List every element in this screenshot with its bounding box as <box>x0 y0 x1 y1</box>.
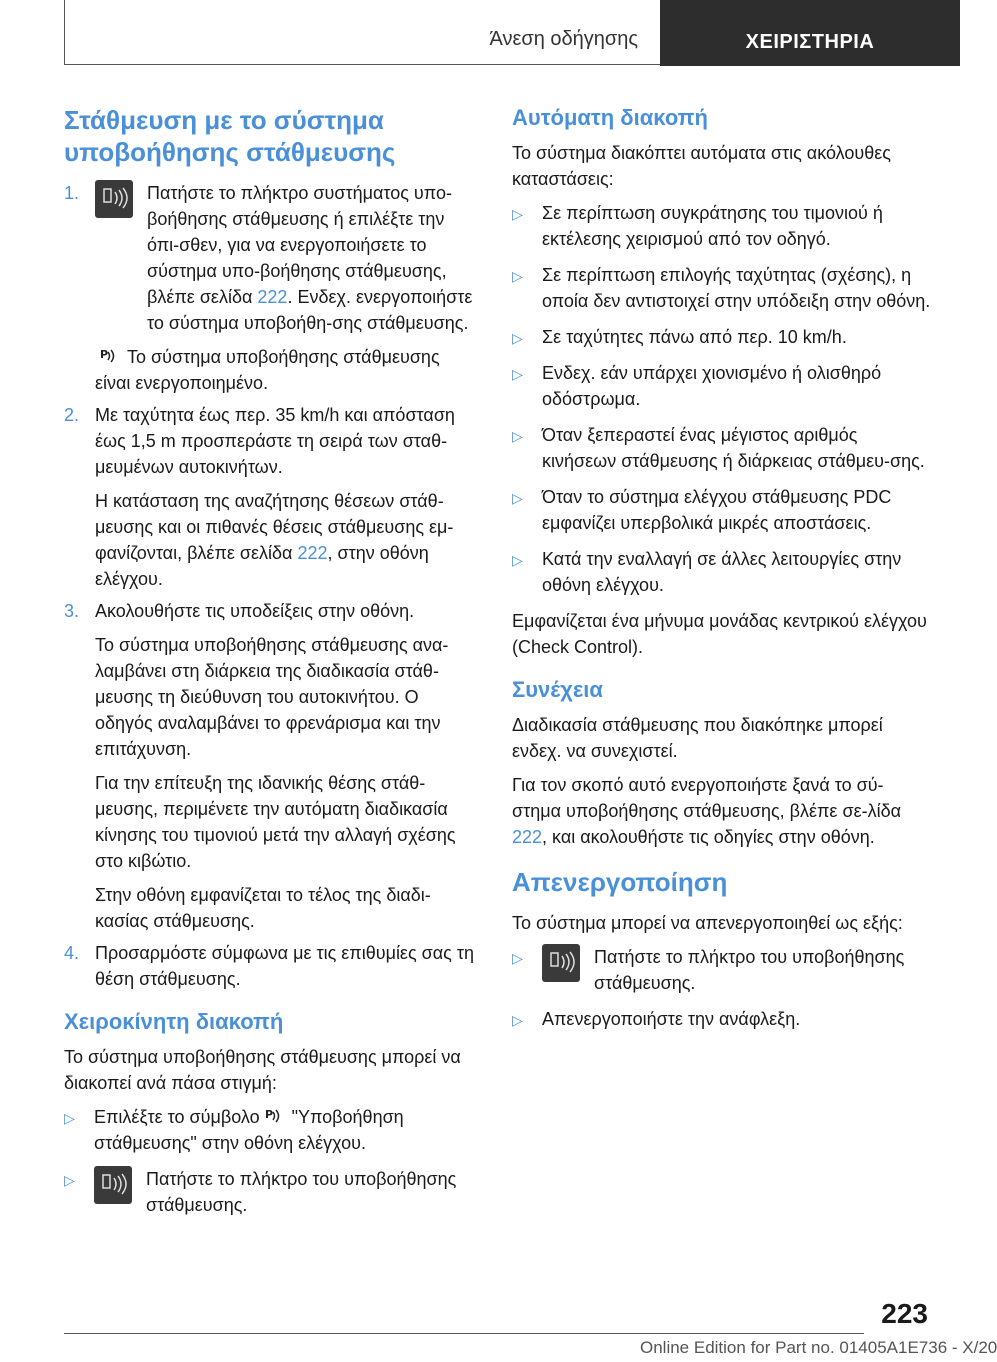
step-row <box>95 180 476 336</box>
list-item: ▷ Απενεργοποιήστε την ανάφλεξη. <box>512 1006 932 1032</box>
header-divider <box>64 0 65 64</box>
list-item: ▷ Σε ταχύτητες πάνω από περ. 10 km/h. <box>512 324 932 350</box>
deactivation-section <box>512 866 932 1032</box>
list-item: ▷ Ενδεχ. εάν υπάρχει χιονισμένο ή ολισθηρό οδόστρωμα. <box>512 363 882 409</box>
step-number: 4. <box>64 943 80 963</box>
step-text: Με ταχύτητα έως περ. 35 km/h και απόσταση έως 1,5 m προσπεράστε τη σειρά των σταθ-μευμένων αυτοκινήτων. <box>95 405 455 477</box>
section-title: Άνεση οδήγησης <box>489 28 638 50</box>
page-link[interactable]: 222 <box>297 543 328 563</box>
step-4 <box>64 940 476 992</box>
chapter-tab: ΧΕΙΡΙΣΤΗΡΙΑ <box>660 0 960 66</box>
deact-intro: Το σύστημα μπορεί να απενεργοποιηθεί ως εξής: <box>512 913 903 933</box>
right-column <box>512 104 932 1042</box>
manual-intro: Το σύστημα υποβοήθησης στάθμευσης μπορεί να διακοπεί ανά πάσα στιγμή: <box>64 1047 461 1093</box>
triangle-bullet-icon: ▷ <box>512 490 523 506</box>
heading-parking: Στάθμευση με το σύστημα υποβοήθησης στάθμευσης <box>64 105 396 167</box>
triangle-bullet-icon: ▷ <box>512 428 523 444</box>
auto-outro: Εμφανίζεται ένα μήνυμα μονάδας κεντρικού ελέγχου (Check Control). <box>512 611 927 657</box>
list-item: ▷ Πατήστε το πλήκτρο του υποβοήθησης στάθμευσης. <box>64 1166 476 1218</box>
manual-bullets <box>64 1104 476 1218</box>
park-assist-symbol-icon <box>264 1106 284 1126</box>
list-item: ▷ Όταν το σύστημα ελέγχου στάθμευσης PDC εμφανίζει υπερβολικά μικρές αποστάσεις. <box>512 487 892 533</box>
step-number: 1. <box>64 183 80 203</box>
auto-bullets <box>512 200 932 598</box>
triangle-bullet-icon: ▷ <box>512 268 523 284</box>
list-item: ▷ Επιλέξτε το σύμβολο P "Υποβοήθηση στάθμευσης" στην οθόνη ελέγχου. <box>64 1107 404 1153</box>
heading-deactivation: Απενεργοποίηση <box>512 867 728 897</box>
heading-manual-stop: Χειροκίνητη διακοπή <box>64 1009 284 1034</box>
heading-continue: Συνέχεια <box>512 677 603 702</box>
step-text-cont: . Ενδεχ. ενεργοποιήστε το σύστημα υποβοήθη-σης στάθμευσης. <box>147 287 473 333</box>
triangle-bullet-icon: ▷ <box>64 1110 75 1126</box>
triangle-bullet-icon: ▷ <box>512 1012 523 1028</box>
page-link[interactable]: 222 <box>512 827 543 847</box>
triangle-bullet-icon: ▷ <box>64 1172 75 1188</box>
continue-section <box>512 676 932 850</box>
step-2 <box>64 402 476 592</box>
park-assist-button-icon <box>542 944 580 982</box>
triangle-bullet-icon: ▷ <box>512 552 523 568</box>
header-rule <box>64 64 660 65</box>
triangle-bullet-icon: ▷ <box>512 950 523 966</box>
heading-auto-stop: Αυτόματη διακοπή <box>512 105 708 130</box>
triangle-bullet-icon: ▷ <box>512 330 523 346</box>
park-assist-symbol-icon <box>99 346 119 366</box>
step-3 <box>64 598 476 934</box>
edition-footer: Online Edition for Part no. 01405A1E736 - X/20 <box>640 1338 997 1357</box>
list-item: ▷ Όταν ξεπεραστεί ένας μέγιστος αριθμός κινήσεων στάθμευσης ή διάρκειας στάθμευ-σης. <box>512 425 925 471</box>
step-number: 3. <box>64 601 80 621</box>
footer-rule <box>64 1333 864 1334</box>
page-number: 223 <box>881 1298 928 1329</box>
list-item: ▷ Κατά την εναλλαγή σε άλλες λειτουργίες στην οθόνη ελέγχου. <box>512 549 902 595</box>
page-link[interactable]: 222 <box>257 287 288 307</box>
svg-text:P: P <box>264 1108 273 1121</box>
triangle-bullet-icon: ▷ <box>512 206 523 222</box>
step-text: Προσαρμόστε σύμφωνα με τις επιθυμίες σας τη θέση στάθμευσης. <box>95 943 474 989</box>
step-text: Ακολουθήστε τις υποδείξεις στην οθόνη. <box>95 601 415 621</box>
step-note: Η κατάσταση της αναζήτησης θέσεων στάθ-μευσης και οι πιθανές θέσεις στάθμευσης εμ-φανίζονται, βλέπε σελίδα 222, στην οθόνη ελέγχου. <box>95 491 454 589</box>
step-1 <box>64 180 476 396</box>
auto-intro: Το σύστημα διακόπτει αυτόματα στις ακόλουθες καταστάσεις: <box>512 143 891 189</box>
park-assist-button-icon <box>94 1166 132 1204</box>
continue-p1: Διαδικασία στάθμευσης που διακόπηκε μπορεί ενδεχ. να συνεχιστεί. <box>512 715 883 761</box>
step-note: Για την επίτευξη της ιδανικής θέσης στάθ-μευσης, περιμένετε την αυτόματη διαδικασία κίνησης του τιμονιού μετά την αλλαγή σχέσης στο κιβώτιο. <box>95 773 456 871</box>
list-item: ▷ Σε περίπτωση επιλογής ταχύτητας (σχέσης), η οποία δεν αντιστοιχεί στην υπόδειξη στην οθόνη. <box>512 265 931 311</box>
step-note: Το σύστημα υποβοήθησης στάθμευσης ανα-λαμβάνει στη διάρκεια της διαδικασία στάθ-μευσης τη διεύθυνση του αυτοκινήτου. Ο οδηγός αναλαμβάνει το φρενάρισμα και την επιτάχυνση. <box>95 635 449 759</box>
page-header <box>0 0 960 66</box>
step-note: Στην οθόνη εμφανίζεται το τέλος της διαδι-κασίας στάθμευσης. <box>95 885 431 931</box>
manual-stop-section <box>64 1008 476 1218</box>
step-note: P Το σύστημα υποβοήθησης στάθμευσης είναι ενεργοποιημένο. <box>95 347 440 393</box>
step-text: Πατήστε το πλήκτρο συστήματος υπο-βοήθησης στάθμευσης ή επιλέξτε την όπι-σθεν, για να ενεργοποιήσετε το σύστημα υπο-βοήθησης στάθμευσης, βλέπε σελίδα <box>147 183 452 307</box>
list-item: ▷ Σε περίπτωση συγκράτησης του τιμονιού ή εκτέλεσης χειρισμού από τον οδηγό. <box>512 203 883 249</box>
continue-p2: Για τον σκοπό αυτό ενεργοποιήστε ξανά το σύ-στημα υποβοήθησης στάθμευσης, βλέπε σε-λίδα 222, και ακολουθήστε τις οδηγίες στην οθόνη. <box>512 775 902 847</box>
list-item: ▷ Πατήστε το πλήκτρο του υποβοήθησης στάθμευσης. <box>512 944 932 996</box>
svg-text:P: P <box>100 348 109 361</box>
steps-list <box>64 180 476 992</box>
deact-bullets <box>512 944 932 1032</box>
triangle-bullet-icon: ▷ <box>512 366 523 382</box>
step-number: 2. <box>64 405 80 425</box>
park-assist-button-icon <box>95 180 133 218</box>
left-column <box>64 104 476 1228</box>
